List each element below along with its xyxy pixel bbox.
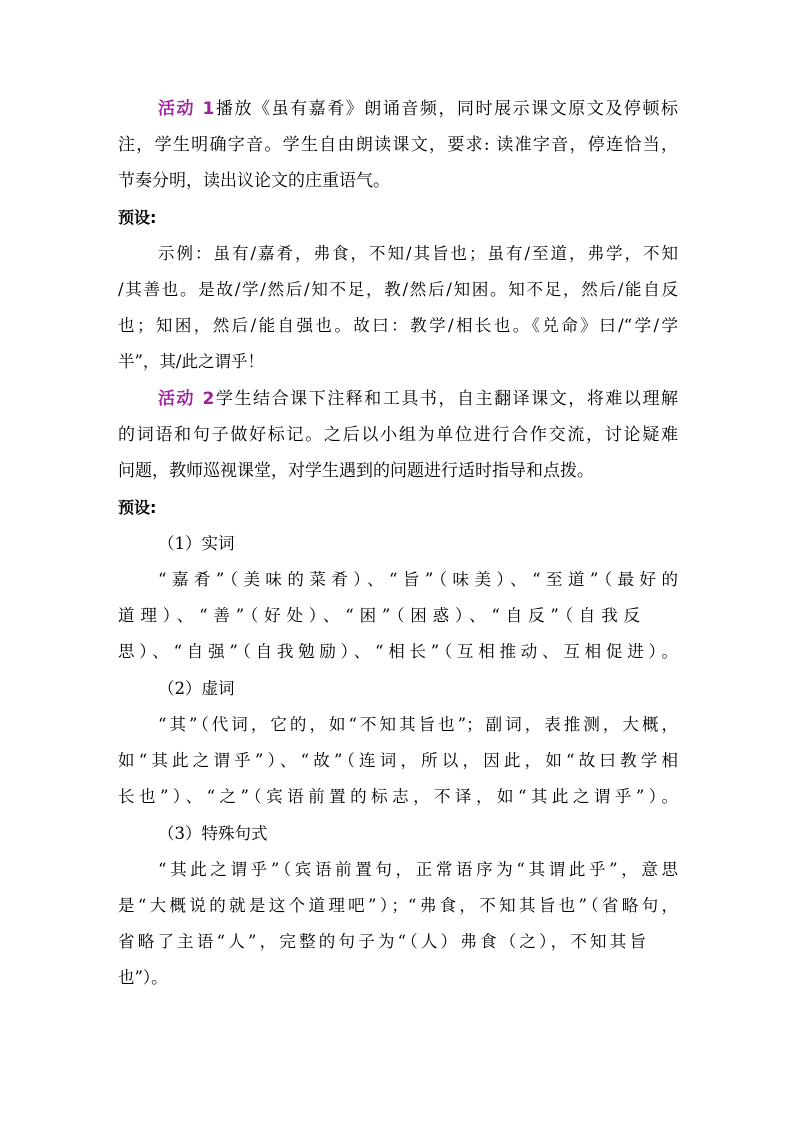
activity2-text: 学生结合课下注释和工具书，自主翻译课文，将难以理解 xyxy=(214,389,679,409)
activity2-line-3: 问题，教师巡视课堂，对学生遇到的问题进行适时指导和点拨。 xyxy=(118,461,594,481)
activity1-line-3: 节奏分明，读出议论文的庄重语气。 xyxy=(118,171,390,191)
activity1-text: 播放《虽有嘉肴》朗诵音频，同时展示课文原文及停顿标 xyxy=(214,99,679,119)
activity1-line-2: 注，学生明确字音。学生自由朗读课文，要求: 读准字音，停连恰当， xyxy=(118,135,678,155)
section3-line-3: 省略了主语“人”，完整的句子为“（人）弗食（之），不知其旨 xyxy=(118,932,646,951)
preset1-line-3: 也；知困，然后/能自强也。故曰：教学/相长也。《兑命》曰/“学/学 xyxy=(118,316,678,335)
section1-line-2: 道理）、“善”（好处）、“困”（困惑）、“自反”（自我反 xyxy=(118,606,640,625)
preset1-line-4: 半”，其/此之谓乎！ xyxy=(118,352,264,371)
section1-line-1: “嘉肴”（美味的菜肴）、“旨”（味美）、“至道”（最好的 xyxy=(158,570,678,589)
section2-line-1: “其”（代词，它的，如“不知其旨也”；副词，表推测，大概， xyxy=(158,715,678,734)
activity1-line-1 xyxy=(158,98,678,120)
section3-title: （3）特殊句式 xyxy=(158,824,268,843)
section2-title: （2）虚词 xyxy=(158,679,235,698)
section2-line-3: 长也”）、“之”（宾语前置的标志，不译，如“其此之谓乎”）。 xyxy=(118,787,678,806)
preset1-label: 预设: xyxy=(118,208,157,227)
activity2-line-1 xyxy=(158,388,678,410)
activity2-tag: 活动 2 xyxy=(158,389,215,409)
section2-line-2: 如“其此之谓乎”）、“故”（连词，所以，因此，如“故曰教学相 xyxy=(118,751,678,770)
preset2-label: 预设: xyxy=(118,498,157,517)
section3-line-2: 是“大概说的就是这个道理吧”）；“弗食，不知其旨也”（省略句， xyxy=(118,896,678,915)
activity2-line-2: 的词语和句子做好标记。之后以小组为单位进行合作交流，讨论疑难 xyxy=(118,425,678,445)
section3-line-1: “其此之谓乎”（宾语前置句，正常语序为“其谓此乎”，意思 xyxy=(158,860,678,879)
section1-line-3: 思）、“自强”（自我勉励）、“相长”（互相推动、互相促进）。 xyxy=(118,642,678,661)
activity1-tag: 活动 1 xyxy=(158,99,215,119)
section3-line-4: 也”）。 xyxy=(118,968,168,987)
section1-title: （1）实词 xyxy=(158,534,235,553)
preset1-line-2: /其善也。是故/学/然后/知不足，教/然后/知困。知不足，然后/能自反 xyxy=(118,280,678,299)
preset1-line-1: 示例：虽有/嘉肴，弗食，不知/其旨也；虽有/至道，弗学，不知 xyxy=(158,244,678,263)
